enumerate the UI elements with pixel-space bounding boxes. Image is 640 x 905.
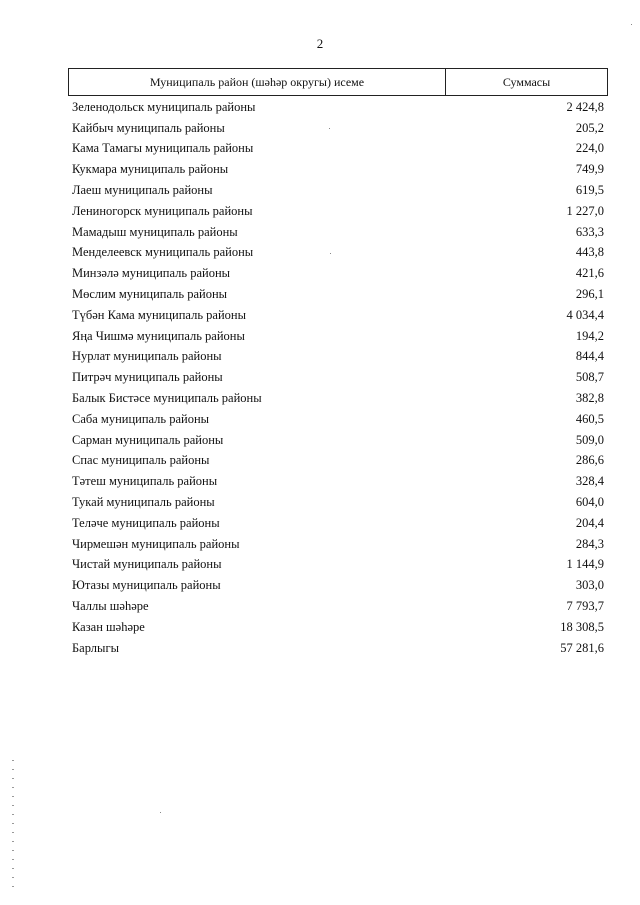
table-row: [68, 575, 608, 596]
amounts-table: [68, 68, 608, 659]
row-value: 296,1: [575, 287, 604, 302]
row-name: Кайбыч муниципаль районы: [72, 120, 225, 135]
table-row: [68, 347, 608, 368]
table-row: [68, 243, 608, 264]
table-row: [68, 596, 608, 617]
row-name: Спас муниципаль районы: [72, 453, 210, 468]
row-value: 443,8: [575, 245, 604, 260]
header-name-cell: Муниципаль район (шәһәр округы) исеме: [69, 69, 446, 95]
table-row: [68, 638, 608, 659]
row-name: Нурлат муниципаль районы: [72, 349, 222, 364]
table-row: [68, 388, 608, 409]
row-name: Мөслим муниципаль районы: [72, 287, 228, 302]
table-row: [68, 326, 608, 347]
table-row: [68, 180, 608, 201]
table-row: [68, 555, 608, 576]
row-name: Чирмешән муниципаль районы: [72, 536, 240, 551]
row-name: Чаллы шәһәре: [72, 599, 149, 614]
row-value: 328,4: [575, 474, 604, 489]
row-name: Кукмара муниципаль районы: [72, 162, 229, 177]
row-value: 749,9: [575, 162, 604, 177]
page-number: 2: [316, 36, 324, 51]
row-value: 633,3: [575, 224, 604, 239]
table-row: [68, 492, 608, 513]
row-value: 421,6: [575, 266, 604, 281]
row-name: Сарман муниципаль районы: [72, 432, 224, 447]
margin-dots: [12, 760, 14, 890]
row-name: Тәтеш муниципаль районы: [72, 474, 218, 489]
table-row: [68, 617, 608, 638]
row-name: Чистай муниципаль районы: [72, 557, 222, 572]
row-value: 303,0: [575, 578, 604, 593]
table-row: [68, 222, 608, 243]
table-row: [68, 201, 608, 222]
table-row: [68, 409, 608, 430]
row-name: Казан шәһәре: [72, 619, 145, 634]
table-row: [68, 430, 608, 451]
row-name: Менделеевск муниципаль районы: [72, 245, 254, 260]
row-name: Түбән Кама муниципаль районы: [72, 307, 246, 322]
row-name: Барлыгы: [72, 640, 119, 655]
table-row: [68, 513, 608, 534]
scan-speck: [329, 128, 330, 129]
row-value: 18 308,5: [560, 619, 604, 634]
table-row: [68, 534, 608, 555]
row-name: Саба муниципаль районы: [72, 411, 210, 426]
row-value: 2 424,8: [566, 99, 604, 114]
scan-speck: [160, 812, 161, 813]
row-value: 4 034,4: [566, 307, 604, 322]
table-row: [68, 451, 608, 472]
table-row: [68, 305, 608, 326]
row-name: Балык Бистәсе муниципаль районы: [72, 391, 262, 406]
row-value: 1 144,9: [566, 557, 604, 572]
row-name: Теләче муниципаль районы: [72, 515, 220, 530]
row-name: Лаеш муниципаль районы: [72, 183, 213, 198]
row-value: 57 281,6: [560, 640, 604, 655]
row-value: 382,8: [575, 391, 604, 406]
row-value: 286,6: [575, 453, 604, 468]
row-value: 284,3: [575, 536, 604, 551]
row-value: 508,7: [575, 370, 604, 385]
row-value: 1 227,0: [566, 203, 604, 218]
row-name: Минзәлә муниципаль районы: [72, 266, 231, 281]
header-sum-cell: Суммасы: [502, 74, 551, 89]
row-name: Лениногорск муниципаль районы: [72, 203, 253, 218]
table-row: [68, 159, 608, 180]
scan-speck: [631, 24, 632, 25]
row-name: Зеленодольск муниципаль районы: [72, 99, 256, 114]
row-value: 194,2: [575, 328, 604, 343]
row-value: 204,4: [575, 515, 604, 530]
table-row: [68, 263, 608, 284]
row-value: 844,4: [575, 349, 604, 364]
table-row: [68, 139, 608, 160]
row-name: Питрәч муниципаль районы: [72, 370, 223, 385]
table-row: [68, 471, 608, 492]
row-value: 224,0: [575, 141, 604, 156]
row-value: 619,5: [575, 183, 604, 198]
table-row: [68, 118, 608, 139]
row-value: 604,0: [575, 495, 604, 510]
table-row: [68, 367, 608, 388]
row-name: Ютазы муниципаль районы: [72, 578, 221, 593]
row-value: 460,5: [575, 411, 604, 426]
row-value: 509,0: [575, 432, 604, 447]
table-header: [68, 68, 608, 96]
table-row: [68, 284, 608, 305]
row-name: Яңа Чишмә муниципаль районы: [72, 328, 245, 343]
table-row: [68, 97, 608, 118]
table-body: [68, 97, 608, 659]
row-name: Тукай муниципаль районы: [72, 495, 215, 510]
row-name: Мамадыш муниципаль районы: [72, 224, 238, 239]
row-value: 7 793,7: [566, 599, 604, 614]
row-name: Кама Тамагы муниципаль районы: [72, 141, 254, 156]
scan-speck: [330, 253, 331, 254]
row-value: 205,2: [575, 120, 604, 135]
